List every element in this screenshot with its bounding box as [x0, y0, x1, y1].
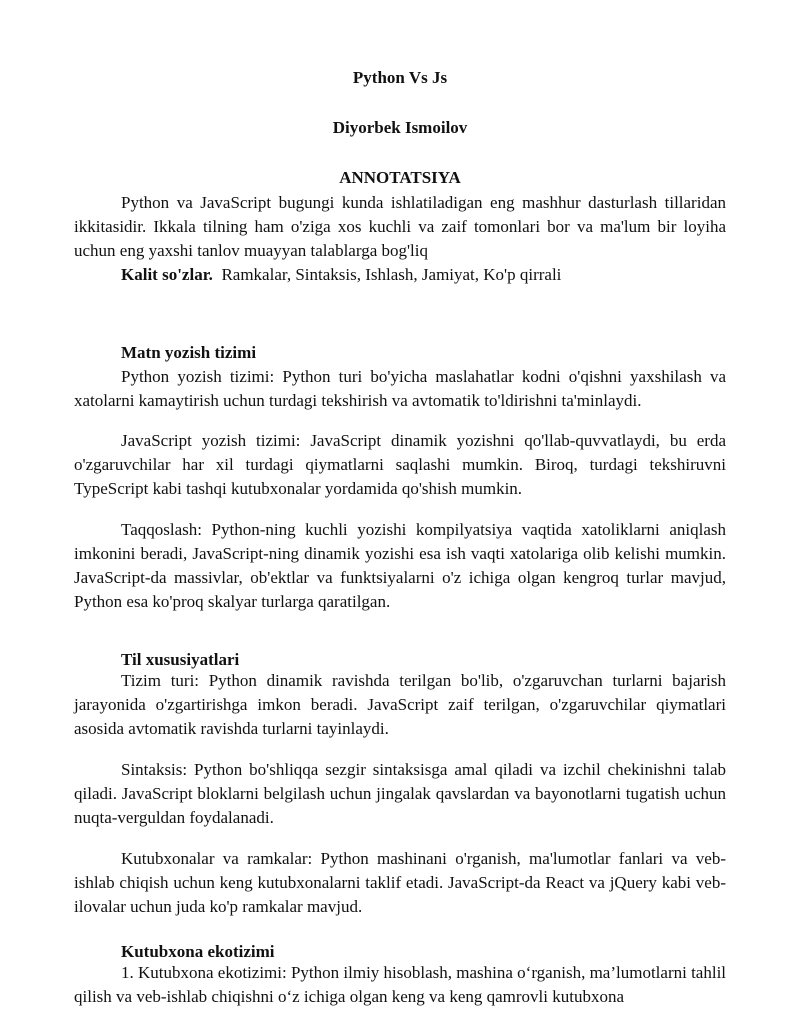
paragraph: Kutubxonalar va ramkalar: Python mashinani o'rganish, ma'lumotlar fanlari va veb-ishlab chiqish uchun keng kutubxonalarni taklif etadi. JavaScript-da React va jQuery kabi veb-ilovalar uchun juda ko'p ramkalar mavjud.: [74, 849, 726, 916]
paragraph: 1. Kutubxona ekotizimi: Python ilmiy hisoblash, mashina o‘rganish, ma’lumotlarni tahlil qilish va veb-ishlab chiqishni o‘z ichiga olgan keng va keng qamrovli kutubxona: [74, 963, 727, 1006]
annotation-heading: ANNOTATSIYA: [339, 168, 461, 187]
keywords-label: Kalit so'zlar.: [121, 265, 213, 284]
section-heading-typing-system: Matn yozish tizimi: [121, 343, 257, 362]
section-heading-library-ecosystem: Kutubxona ekotizimi: [121, 942, 275, 961]
annotation-text: Python va JavaScript bugungi kunda ishlatiladigan eng mashhur dasturlash tillaridan ikkitasidir. Ikkala tilning ham o'ziga xos kuchli va zaif tomonlari bor va ma'lum bir loyiha uchun eng yaxshi tanlov muayyan talablarga bog'liq: [74, 193, 726, 260]
paragraph: Sintaksis: Python bo'shliqqa sezgir sintaksisga amal qiladi va izchil chekinishni talab qiladi. JavaScript bloklarni belgilash uchun jingalak qavslardan va bayonotlarni tugatish uchun nuqta-verguldan foydalanadi.: [74, 760, 726, 827]
keywords-list: Ramkalar, Sintaksis, Ishlash, Jamiyat, Ko'p qirrali: [221, 265, 562, 284]
document-title: Python Vs Js: [352, 68, 448, 87]
paragraph: Taqqoslash: Python-ning kuchli yozishi kompilyatsiya vaqtida xatoliklarni aniqlash imkonini beradi, JavaScript-ning dinamik yozishi esa ish vaqti xatolariga olib kelishi mumkin. JavaScript-da massivlar, ob'ektlar va funktsiyalarni o'z ichiga olgan kengroq turlar mavjud, Python esa ko'proq skalyar turlarga qaratilgan.: [74, 520, 726, 611]
paragraph: JavaScript yozish tizimi: JavaScript dinamik yozishni qo'llab-quvvatlaydi, bu erda o'zgaruvchilar har xil turdagi qiymatlarni saqlashi mumkin. Biroq, turdagi tekshiruvni TypeScript kabi tashqi kutubxonalar yordamida qo'shish mumkin.: [74, 431, 726, 498]
author-name: Diyorbek Ismoilov: [332, 118, 468, 137]
paragraph: Tizim turi: Python dinamik ravishda terilgan bo'lib, o'zgaruvchan turlarni bajarish jarayonida o'zgartirishga imkon beradi. JavaScript zaif terilgan, o'zgaruvchilar qiymatlari asosida avtomatik ravishda turlarni tayinlaydi.: [74, 671, 726, 738]
paragraph: Python yozish tizimi: Python turi bo'yicha maslahatlar kodni o'qishni yaxshilash va xatolarni kamaytirish uchun turdagi tekshirish va avtomatik to'ldirishni ta'minlaydi.: [74, 367, 726, 410]
keywords-line: [74, 263, 726, 287]
section-heading-language-features: Til xususiyatlari: [121, 650, 240, 669]
